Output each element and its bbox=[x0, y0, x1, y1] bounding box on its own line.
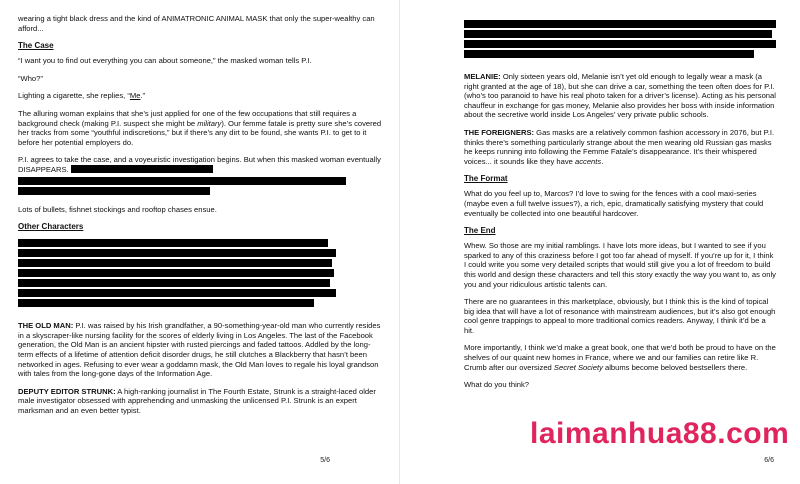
end-paragraph-4: What do you think? bbox=[464, 380, 530, 390]
strunk-lead: DEPUTY EDITOR STRUNK: bbox=[18, 386, 116, 396]
redaction-bar bbox=[464, 40, 776, 48]
case-paragraph-1: “I want you to find out everything you can about someone,” the masked woman tells P.I. bbox=[18, 56, 312, 66]
case-paragraph-3 bbox=[18, 91, 382, 101]
case-paragraph-6: Lots of bullets, fishnet stockings and rooftop chases ensue. bbox=[18, 204, 217, 214]
page-number: 5/6 bbox=[320, 457, 330, 464]
case-paragraph-2: “Who?” bbox=[18, 73, 43, 83]
case-p3-me: Me bbox=[129, 91, 141, 101]
foreigners-body-post: . bbox=[601, 156, 604, 166]
strunk-paragraph bbox=[18, 387, 382, 416]
redaction-bar bbox=[18, 269, 334, 277]
redaction-bar bbox=[18, 289, 336, 297]
redaction-block bbox=[18, 177, 382, 195]
redaction-block bbox=[18, 239, 382, 307]
case-paragraph-5 bbox=[18, 155, 382, 174]
case-p3-post: .” bbox=[140, 91, 146, 101]
melanie-lead: MELANIE: bbox=[464, 72, 501, 81]
page-number: 6/6 bbox=[764, 457, 774, 464]
case-p4-em: military bbox=[197, 118, 222, 128]
format-paragraph: What do you feel up to, Marcos? I’d love to swing for the fences with a cool maxi-series (maybe even a full twelve issues?), a rich, epic, dramatically satisfying mystery that could eventually be collected into one beautiful hardcover. bbox=[464, 189, 764, 218]
foreigners-body-pre: Gas masks are a relatively common fashion accessory in 2076, but P.I. thinks there’s something particularly strange about the men wearing old Russian gas masks he keeps running into following the Femme Fatale’s disappearance. It’s their whispered voices... it sounds like they have bbox=[464, 127, 775, 166]
redaction-bar bbox=[18, 187, 210, 195]
case-heading: The Case bbox=[18, 41, 54, 51]
redaction-bar bbox=[18, 177, 346, 185]
melanie-paragraph bbox=[464, 72, 776, 120]
end-paragraph-3 bbox=[464, 343, 776, 372]
redaction-bar bbox=[18, 279, 330, 287]
format-heading: The Format bbox=[464, 174, 508, 184]
end-p3-em: Secret Society bbox=[553, 362, 603, 372]
watermark-text: laimanhua88.com bbox=[530, 417, 790, 450]
other-characters-heading: Other Characters bbox=[18, 222, 84, 232]
redaction-bar bbox=[18, 239, 328, 247]
end-p3-pre: More importantly, I think we’d make a great book, one that we’d both be proud to have on the shelves of our quaint new homes in France, where we and our families can retire like R. Crumb after our oversized bbox=[464, 343, 776, 372]
old-man-paragraph bbox=[18, 321, 382, 379]
page-6 bbox=[400, 0, 800, 484]
end-paragraph-2: There are no guarantees in this marketplace, obviously, but I think this is the kind of topical big idea that will have a lot of resonance with mainstream audiences, but it’s also got enough cool genre trappings to appeal to more traditional comics readers. Anyway, I think it’d be a hit. bbox=[464, 297, 776, 335]
old-man-body: P.I. was raised by his Irish grandfather, a 90-something-year-old man who currently resides in a skyscraper-like nursing facility for the scores of elderly living in Los Angeles. The last of the Facebook generation, the Old Man is an ancient hipster with rusted piercings and faded tattoos. Addled by the long-term effects of a lifetime of attention deficit disorder drugs, he still clutches a Blackberry that hasn’t been networked in ages. Refusing to ever wear a goddamn mask, the Old Man loves to regale his loyal grandson with tales from the long-gone days of the Information Age. bbox=[18, 321, 381, 379]
redaction-bar bbox=[18, 299, 314, 307]
redaction-bar bbox=[71, 165, 213, 173]
foreigners-lead: THE FOREIGNERS: bbox=[464, 127, 535, 137]
intro-text: wearing a tight black dress and the kind of ANIMATRONIC ANIMAL MASK that only the super-wealthy can afford... bbox=[18, 14, 375, 33]
redaction-bar bbox=[464, 50, 754, 58]
end-heading: The End bbox=[464, 226, 496, 236]
case-p5-text: P.I. agrees to take the case, and a voyeuristic investigation begins. But when this masked woman eventually DISAPPEARS. bbox=[18, 155, 381, 174]
case-p4-pre: The alluring woman explains that she’s just applied for one of the few occupations that still requires a background check (making P.I. suspect she might be bbox=[18, 108, 357, 128]
end-p3-post: albums become beloved bestsellers there. bbox=[602, 362, 748, 372]
old-man-lead: THE OLD MAN: bbox=[18, 321, 74, 331]
redaction-block bbox=[464, 20, 776, 58]
redaction-bar bbox=[464, 30, 772, 38]
case-p3-pre: Lighting a cigarette, she replies, “ bbox=[18, 91, 130, 101]
foreigners-body-em: accents bbox=[575, 156, 602, 166]
end-paragraph-1: Whew. So those are my initial ramblings. I have lots more ideas, but I wanted to see if you sparked to any of this craziness before I got too far ahead of myself. If you’re up for it, I think I could write you some very detailed scripts that would still give you a lot of freedom to build this world and design these characters and tell this story exactly the way you want to, as only you and your ridiculous artistic talents can. bbox=[464, 241, 776, 289]
redaction-bar bbox=[464, 20, 776, 28]
melanie-body: Only sixteen years old, Melanie isn’t yet old enough to legally wear a mask (a right granted at the age of 18), but she can drive a car, something the teen often does for P.I. (who’s too paranoid to have his real photo taken for a driver’s license). Acting as his personal chauffeur in exchange for gas money, Melanie also provides her boss with inside information about the secretive world inside Los Angeles’ very private public schools. bbox=[464, 72, 776, 120]
redaction-bar bbox=[18, 259, 332, 267]
foreigners-paragraph bbox=[464, 128, 776, 166]
case-paragraph-4 bbox=[18, 109, 382, 147]
case-p4-post: ). Our femme fatale is pretty sure she’s covered her tracks from some “youthful indiscretions,” but if there’s any dirt to be found, she wants P.I. to get to it before her potential employers do. bbox=[18, 118, 382, 147]
strunk-body: A high-ranking journalist in The Fourth Estate, Strunk is a straight-laced older male investigator obsessed with apprehending and unmasking the unlicensed P.I. Strunk is an expert marksman and an even better typist. bbox=[18, 386, 376, 415]
redaction-bar bbox=[18, 249, 336, 257]
